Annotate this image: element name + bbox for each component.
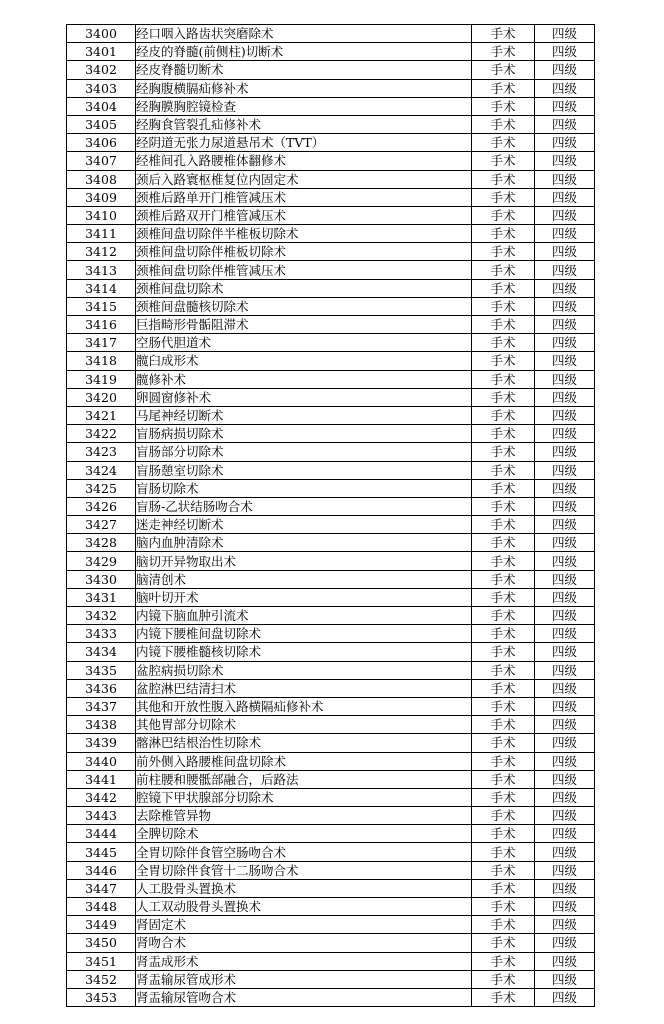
cell-level: 四级 — [535, 934, 595, 952]
cell-id: 3404 — [67, 97, 136, 115]
cell-type: 手术 — [472, 334, 535, 352]
cell-level: 四级 — [535, 843, 595, 861]
cell-procedure-name: 其他和开放性腹入路横隔疝修补术 — [136, 697, 472, 715]
cell-procedure-name: 颈椎间盘切除伴椎板切除术 — [136, 243, 472, 261]
table-row — [67, 170, 595, 188]
cell-type: 手术 — [472, 316, 535, 334]
cell-procedure-name: 空肠代胆道术 — [136, 334, 472, 352]
cell-type: 手术 — [472, 934, 535, 952]
cell-id: 3424 — [67, 461, 136, 479]
cell-procedure-name: 颈椎间盘切除伴半椎板切除术 — [136, 225, 472, 243]
cell-id: 3447 — [67, 879, 136, 897]
cell-id: 3418 — [67, 352, 136, 370]
cell-id: 3414 — [67, 279, 136, 297]
table-row — [67, 297, 595, 315]
cell-level: 四级 — [535, 588, 595, 606]
table-row — [67, 25, 595, 43]
cell-type: 手术 — [472, 370, 535, 388]
cell-procedure-name: 迷走神经切断术 — [136, 516, 472, 534]
cell-id: 3429 — [67, 552, 136, 570]
table-row — [67, 570, 595, 588]
cell-level: 四级 — [535, 188, 595, 206]
cell-id: 3402 — [67, 61, 136, 79]
cell-type: 手术 — [472, 243, 535, 261]
cell-level: 四级 — [535, 206, 595, 224]
table-row — [67, 934, 595, 952]
cell-level: 四级 — [535, 898, 595, 916]
cell-type: 手术 — [472, 406, 535, 424]
cell-type: 手术 — [472, 534, 535, 552]
cell-level: 四级 — [535, 516, 595, 534]
cell-type: 手术 — [472, 497, 535, 515]
cell-procedure-name: 颈椎后路双开门椎管减压术 — [136, 206, 472, 224]
cell-id: 3423 — [67, 443, 136, 461]
cell-type: 手术 — [472, 170, 535, 188]
cell-id: 3434 — [67, 643, 136, 661]
cell-type: 手术 — [472, 861, 535, 879]
cell-id: 3407 — [67, 152, 136, 170]
cell-procedure-name: 肾吻合术 — [136, 934, 472, 952]
cell-level: 四级 — [535, 97, 595, 115]
cell-id: 3417 — [67, 334, 136, 352]
table-row — [67, 443, 595, 461]
table-row — [67, 516, 595, 534]
table-row — [67, 588, 595, 606]
cell-procedure-name: 盲肠憩室切除术 — [136, 461, 472, 479]
cell-type: 手术 — [472, 898, 535, 916]
cell-type: 手术 — [472, 388, 535, 406]
cell-level: 四级 — [535, 352, 595, 370]
table-row — [67, 243, 595, 261]
cell-id: 3430 — [67, 570, 136, 588]
cell-level: 四级 — [535, 770, 595, 788]
table-row — [67, 479, 595, 497]
cell-level: 四级 — [535, 334, 595, 352]
cell-level: 四级 — [535, 297, 595, 315]
cell-type: 手术 — [472, 461, 535, 479]
cell-type: 手术 — [472, 352, 535, 370]
cell-type: 手术 — [472, 770, 535, 788]
cell-procedure-name: 经胸膜胸腔镜检查 — [136, 97, 472, 115]
table-row — [67, 716, 595, 734]
cell-type: 手术 — [472, 516, 535, 534]
table-row — [67, 625, 595, 643]
table-row — [67, 334, 595, 352]
table-row — [67, 425, 595, 443]
cell-id: 3425 — [67, 479, 136, 497]
cell-id: 3433 — [67, 625, 136, 643]
table-row — [67, 206, 595, 224]
cell-procedure-name: 经胸腹横膈疝修补术 — [136, 79, 472, 97]
cell-procedure-name: 经阴道无张力尿道悬吊术（TVT） — [136, 134, 472, 152]
cell-id: 3406 — [67, 134, 136, 152]
cell-id: 3403 — [67, 79, 136, 97]
cell-level: 四级 — [535, 807, 595, 825]
table-row — [67, 861, 595, 879]
cell-level: 四级 — [535, 570, 595, 588]
cell-procedure-name: 马尾神经切断术 — [136, 406, 472, 424]
cell-type: 手术 — [472, 479, 535, 497]
cell-level: 四级 — [535, 406, 595, 424]
cell-procedure-name: 其他胃部分切除术 — [136, 716, 472, 734]
table-row — [67, 97, 595, 115]
cell-level: 四级 — [535, 970, 595, 988]
cell-procedure-name: 全胃切除伴食管十二肠吻合术 — [136, 861, 472, 879]
cell-id: 3439 — [67, 734, 136, 752]
table-row — [67, 788, 595, 806]
cell-type: 手术 — [472, 25, 535, 43]
table-row — [67, 697, 595, 715]
cell-procedure-name: 前柱腰和腰骶部融合，后路法 — [136, 770, 472, 788]
cell-type: 手术 — [472, 261, 535, 279]
cell-procedure-name: 髋修补术 — [136, 370, 472, 388]
cell-id: 3421 — [67, 406, 136, 424]
cell-id: 3448 — [67, 898, 136, 916]
cell-procedure-name: 经口咽入路齿状突磨除术 — [136, 25, 472, 43]
cell-procedure-name: 盲肠-乙状结肠吻合术 — [136, 497, 472, 515]
cell-level: 四级 — [535, 443, 595, 461]
cell-id: 3435 — [67, 661, 136, 679]
cell-level: 四级 — [535, 497, 595, 515]
cell-procedure-name: 全脾切除术 — [136, 825, 472, 843]
cell-id: 3416 — [67, 316, 136, 334]
cell-type: 手术 — [472, 97, 535, 115]
table-row — [67, 825, 595, 843]
cell-level: 四级 — [535, 734, 595, 752]
cell-procedure-name: 盲肠切除术 — [136, 479, 472, 497]
cell-procedure-name: 脑切开异物取出术 — [136, 552, 472, 570]
cell-type: 手术 — [472, 297, 535, 315]
table-row — [67, 898, 595, 916]
cell-id: 3451 — [67, 952, 136, 970]
table-row — [67, 643, 595, 661]
cell-procedure-name: 颈椎间盘髓核切除术 — [136, 297, 472, 315]
cell-level: 四级 — [535, 916, 595, 934]
cell-level: 四级 — [535, 861, 595, 879]
cell-type: 手术 — [472, 425, 535, 443]
cell-level: 四级 — [535, 879, 595, 897]
cell-procedure-name: 前外侧入路腰椎间盘切除术 — [136, 752, 472, 770]
cell-id: 3442 — [67, 788, 136, 806]
cell-id: 3426 — [67, 497, 136, 515]
table-row — [67, 879, 595, 897]
table-row — [67, 188, 595, 206]
cell-procedure-name: 腔镜下甲状腺部分切除术 — [136, 788, 472, 806]
cell-type: 手术 — [472, 716, 535, 734]
table-row — [67, 388, 595, 406]
cell-id: 3444 — [67, 825, 136, 843]
cell-level: 四级 — [535, 679, 595, 697]
cell-level: 四级 — [535, 43, 595, 61]
table-row — [67, 406, 595, 424]
cell-id: 3428 — [67, 534, 136, 552]
table-row — [67, 552, 595, 570]
cell-procedure-name: 肾固定术 — [136, 916, 472, 934]
cell-level: 四级 — [535, 534, 595, 552]
cell-type: 手术 — [472, 843, 535, 861]
cell-id: 3440 — [67, 752, 136, 770]
cell-type: 手术 — [472, 697, 535, 715]
table-row — [67, 61, 595, 79]
table-row — [67, 461, 595, 479]
cell-type: 手术 — [472, 61, 535, 79]
cell-procedure-name: 去除椎管异物 — [136, 807, 472, 825]
table-row — [67, 952, 595, 970]
cell-type: 手术 — [472, 952, 535, 970]
cell-procedure-name: 人工股骨头置换术 — [136, 879, 472, 897]
procedure-table — [66, 24, 595, 1007]
cell-id: 3441 — [67, 770, 136, 788]
cell-level: 四级 — [535, 552, 595, 570]
cell-type: 手术 — [472, 734, 535, 752]
cell-procedure-name: 肾盂输尿管成形术 — [136, 970, 472, 988]
cell-id: 3452 — [67, 970, 136, 988]
cell-id: 3412 — [67, 243, 136, 261]
table-row — [67, 807, 595, 825]
cell-procedure-name: 盆腔病损切除术 — [136, 661, 472, 679]
cell-id: 3400 — [67, 25, 136, 43]
cell-level: 四级 — [535, 25, 595, 43]
cell-level: 四级 — [535, 825, 595, 843]
cell-type: 手术 — [472, 661, 535, 679]
cell-procedure-name: 盆腔淋巴结清扫术 — [136, 679, 472, 697]
cell-type: 手术 — [472, 788, 535, 806]
cell-level: 四级 — [535, 479, 595, 497]
table-row — [67, 79, 595, 97]
cell-id: 3453 — [67, 988, 136, 1006]
cell-id: 3443 — [67, 807, 136, 825]
table-row — [67, 497, 595, 515]
cell-type: 手术 — [472, 988, 535, 1006]
cell-id: 3436 — [67, 679, 136, 697]
cell-type: 手术 — [472, 225, 535, 243]
cell-id: 3449 — [67, 916, 136, 934]
cell-id: 3422 — [67, 425, 136, 443]
cell-level: 四级 — [535, 170, 595, 188]
cell-procedure-name: 经皮脊髓切断术 — [136, 61, 472, 79]
cell-level: 四级 — [535, 243, 595, 261]
cell-id: 3450 — [67, 934, 136, 952]
cell-procedure-name: 内镜下腰椎间盘切除术 — [136, 625, 472, 643]
cell-id: 3446 — [67, 861, 136, 879]
cell-procedure-name: 脑清创术 — [136, 570, 472, 588]
cell-level: 四级 — [535, 115, 595, 133]
cell-type: 手术 — [472, 443, 535, 461]
cell-id: 3415 — [67, 297, 136, 315]
cell-type: 手术 — [472, 643, 535, 661]
cell-level: 四级 — [535, 625, 595, 643]
cell-id: 3431 — [67, 588, 136, 606]
table-row — [67, 988, 595, 1006]
cell-level: 四级 — [535, 316, 595, 334]
table-row — [67, 770, 595, 788]
table-row — [67, 279, 595, 297]
cell-type: 手术 — [472, 825, 535, 843]
table-row — [67, 607, 595, 625]
cell-id: 3437 — [67, 697, 136, 715]
cell-procedure-name: 脑叶切开术 — [136, 588, 472, 606]
cell-id: 3401 — [67, 43, 136, 61]
table-row — [67, 916, 595, 934]
cell-id: 3410 — [67, 206, 136, 224]
table-row — [67, 152, 595, 170]
cell-procedure-name: 盲肠病损切除术 — [136, 425, 472, 443]
cell-level: 四级 — [535, 661, 595, 679]
table-row — [67, 352, 595, 370]
cell-type: 手术 — [472, 970, 535, 988]
table-row — [67, 115, 595, 133]
cell-level: 四级 — [535, 425, 595, 443]
cell-procedure-name: 颈椎间盘切除伴椎管减压术 — [136, 261, 472, 279]
cell-procedure-name: 内镜下腰椎髓核切除术 — [136, 643, 472, 661]
cell-id: 3427 — [67, 516, 136, 534]
cell-procedure-name: 脑内血肿清除术 — [136, 534, 472, 552]
cell-id: 3438 — [67, 716, 136, 734]
cell-procedure-name: 内镜下脑血肿引流术 — [136, 607, 472, 625]
cell-level: 四级 — [535, 261, 595, 279]
cell-procedure-name: 卵圆窗修补术 — [136, 388, 472, 406]
cell-level: 四级 — [535, 952, 595, 970]
cell-type: 手术 — [472, 588, 535, 606]
cell-procedure-name: 颈椎后路单开门椎管减压术 — [136, 188, 472, 206]
cell-type: 手术 — [472, 115, 535, 133]
cell-type: 手术 — [472, 43, 535, 61]
table-row — [67, 134, 595, 152]
table-row — [67, 970, 595, 988]
cell-procedure-name: 颈后入路寰枢椎复位内固定术 — [136, 170, 472, 188]
procedure-table-body — [67, 25, 595, 1007]
cell-id: 3420 — [67, 388, 136, 406]
cell-procedure-name: 巨指畸形骨骺阻滞术 — [136, 316, 472, 334]
cell-procedure-name: 人工双动股骨头置换术 — [136, 898, 472, 916]
table-row — [67, 734, 595, 752]
cell-procedure-name: 全胃切除伴食管空肠吻合术 — [136, 843, 472, 861]
table-row — [67, 370, 595, 388]
table-row — [67, 316, 595, 334]
cell-level: 四级 — [535, 697, 595, 715]
table-row — [67, 261, 595, 279]
cell-procedure-name: 经皮的脊髓(前侧柱)切断术 — [136, 43, 472, 61]
cell-type: 手术 — [472, 625, 535, 643]
cell-level: 四级 — [535, 225, 595, 243]
cell-level: 四级 — [535, 79, 595, 97]
cell-level: 四级 — [535, 643, 595, 661]
cell-level: 四级 — [535, 279, 595, 297]
cell-procedure-name: 盲肠部分切除术 — [136, 443, 472, 461]
cell-procedure-name: 经椎间孔入路腰椎体翻修术 — [136, 152, 472, 170]
table-row — [67, 679, 595, 697]
cell-level: 四级 — [535, 388, 595, 406]
cell-level: 四级 — [535, 788, 595, 806]
cell-type: 手术 — [472, 570, 535, 588]
cell-id: 3411 — [67, 225, 136, 243]
cell-procedure-name: 肾盂输尿管吻合术 — [136, 988, 472, 1006]
table-row — [67, 534, 595, 552]
cell-type: 手术 — [472, 879, 535, 897]
cell-type: 手术 — [472, 552, 535, 570]
cell-level: 四级 — [535, 752, 595, 770]
cell-level: 四级 — [535, 370, 595, 388]
cell-type: 手术 — [472, 188, 535, 206]
cell-level: 四级 — [535, 134, 595, 152]
cell-type: 手术 — [472, 206, 535, 224]
cell-id: 3445 — [67, 843, 136, 861]
cell-id: 3409 — [67, 188, 136, 206]
cell-level: 四级 — [535, 61, 595, 79]
table-row — [67, 225, 595, 243]
cell-id: 3419 — [67, 370, 136, 388]
cell-type: 手术 — [472, 807, 535, 825]
cell-type: 手术 — [472, 79, 535, 97]
cell-id: 3432 — [67, 607, 136, 625]
cell-level: 四级 — [535, 716, 595, 734]
cell-type: 手术 — [472, 607, 535, 625]
table-row — [67, 661, 595, 679]
cell-level: 四级 — [535, 988, 595, 1006]
table-row — [67, 843, 595, 861]
cell-id: 3405 — [67, 115, 136, 133]
cell-procedure-name: 经胸食管裂孔疝修补术 — [136, 115, 472, 133]
cell-type: 手术 — [472, 279, 535, 297]
cell-procedure-name: 颈椎间盘切除术 — [136, 279, 472, 297]
cell-id: 3408 — [67, 170, 136, 188]
cell-type: 手术 — [472, 152, 535, 170]
cell-procedure-name: 肾盂成形术 — [136, 952, 472, 970]
cell-procedure-name: 髂淋巴结根治性切除术 — [136, 734, 472, 752]
table-row — [67, 752, 595, 770]
cell-type: 手术 — [472, 916, 535, 934]
cell-type: 手术 — [472, 752, 535, 770]
table-row — [67, 43, 595, 61]
cell-level: 四级 — [535, 607, 595, 625]
cell-type: 手术 — [472, 679, 535, 697]
cell-level: 四级 — [535, 152, 595, 170]
cell-type: 手术 — [472, 134, 535, 152]
cell-id: 3413 — [67, 261, 136, 279]
cell-procedure-name: 髋臼成形术 — [136, 352, 472, 370]
cell-level: 四级 — [535, 461, 595, 479]
